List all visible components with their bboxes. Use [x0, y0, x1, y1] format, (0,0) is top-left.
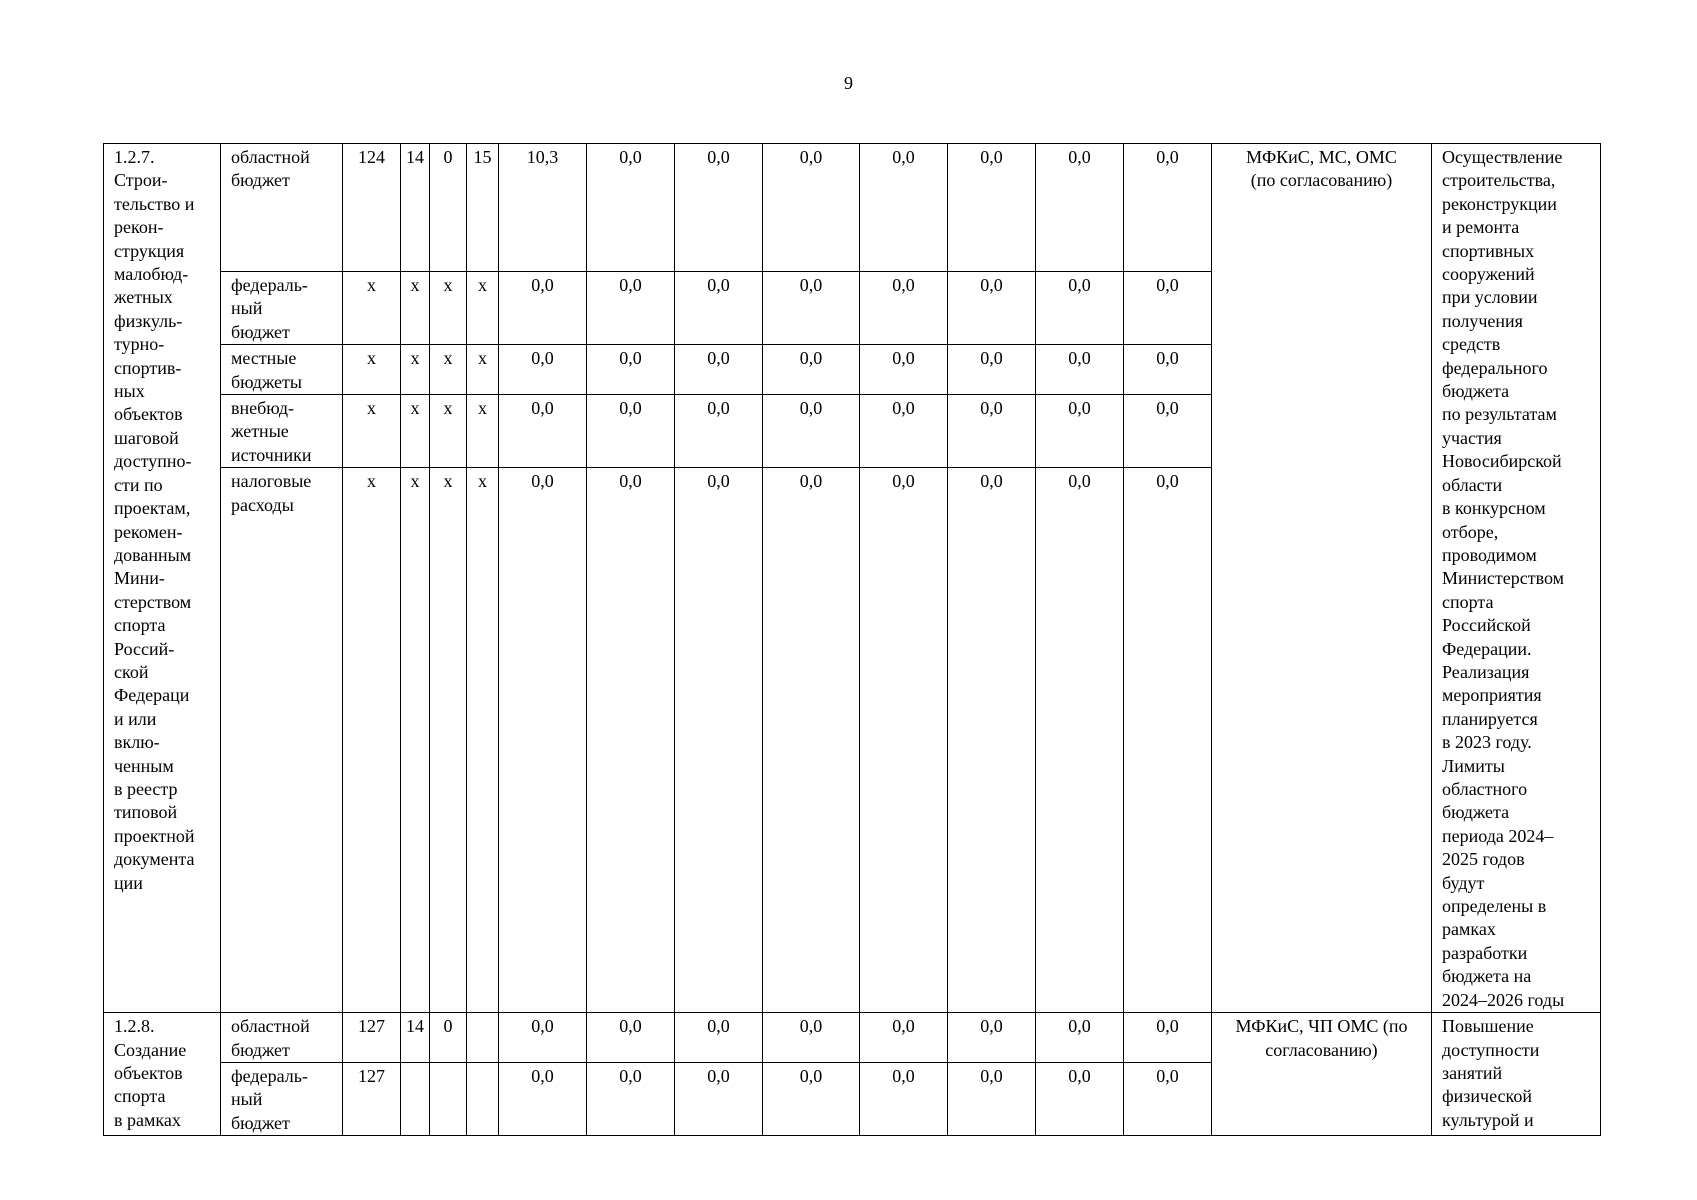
- code-cell: 124: [343, 144, 401, 272]
- code-cell: х: [430, 345, 467, 395]
- code-cell: 127: [343, 1063, 401, 1136]
- code-cell: 0: [430, 144, 467, 272]
- value-cell: 0,0: [587, 395, 675, 468]
- value-cell: 0,0: [675, 1013, 763, 1063]
- value-cell: 0,0: [675, 272, 763, 345]
- value-cell: 0,0: [1124, 1013, 1212, 1063]
- value-cell: 0,0: [1036, 395, 1124, 468]
- value-cell: 0,0: [1124, 272, 1212, 345]
- code-cell: [467, 1063, 499, 1136]
- value-cell: 0,0: [1036, 1013, 1124, 1063]
- activity-name-cell: 1.2.7. Строи- тельство и рекон- струкция малобюд- жетных физкуль- турно- спортив- ных объектов шаговой доступно- сти по проектам, рекомен- дованным Мини- стерством спорта Россий- ской Федераци и или вклю- ченным в реестр типовой проектной документа ции: [104, 144, 221, 1013]
- value-cell: 0,0: [499, 395, 587, 468]
- value-cell: 0,0: [948, 345, 1036, 395]
- value-cell: 0,0: [1036, 272, 1124, 345]
- code-cell: 14: [401, 1013, 430, 1063]
- value-cell: 0,0: [675, 1063, 763, 1136]
- code-cell: х: [343, 468, 401, 1013]
- code-cell: 0: [430, 1013, 467, 1063]
- executor-cell: МФКиС, ЧП ОМС (по согласованию): [1212, 1013, 1432, 1136]
- value-cell: 0,0: [587, 272, 675, 345]
- code-cell: х: [430, 468, 467, 1013]
- value-cell: 0,0: [499, 1013, 587, 1063]
- value-cell: 0,0: [763, 345, 860, 395]
- value-cell: 0,0: [763, 1013, 860, 1063]
- value-cell: 0,0: [499, 468, 587, 1013]
- value-cell: 0,0: [763, 1063, 860, 1136]
- executor-cell: МФКиС, МС, ОМС (по согласованию): [1212, 144, 1432, 1013]
- value-cell: 0,0: [1124, 395, 1212, 468]
- value-cell: 0,0: [763, 395, 860, 468]
- funding-source-label: налоговые расходы: [221, 468, 343, 1013]
- funding-source-label: областной бюджет: [221, 1013, 343, 1063]
- value-cell: 0,0: [1036, 345, 1124, 395]
- code-cell: 127: [343, 1013, 401, 1063]
- value-cell: 0,0: [948, 395, 1036, 468]
- value-cell: 0,0: [860, 144, 948, 272]
- code-cell: х: [343, 395, 401, 468]
- value-cell: 0,0: [1036, 144, 1124, 272]
- expected-result-cell: Осуществление строительства, реконструкции и ремонта спортивных сооружений при условии получения средств федерального бюджета по результатам участия Новосибирской области в конкурсном отборе, проводимом Министерством спорта Российской Федерации. Реализация мероприятия планируется в 2023 году. Лимиты областного бюджета периода 2024– 2025 годов будут определены в рамках разработки бюджета на 2024–2026 годы: [1432, 144, 1601, 1013]
- code-cell: х: [401, 345, 430, 395]
- code-cell: [430, 1063, 467, 1136]
- code-cell: х: [430, 395, 467, 468]
- value-cell: 0,0: [860, 1063, 948, 1136]
- value-cell: 0,0: [587, 144, 675, 272]
- funding-source-label: областной бюджет: [221, 144, 343, 272]
- code-cell: 15: [467, 144, 499, 272]
- value-cell: 0,0: [587, 1013, 675, 1063]
- value-cell: 0,0: [587, 345, 675, 395]
- value-cell: 0,0: [948, 144, 1036, 272]
- code-cell: х: [343, 345, 401, 395]
- value-cell: 0,0: [499, 1063, 587, 1136]
- value-cell: 0,0: [860, 468, 948, 1013]
- table-row: [104, 144, 1601, 272]
- value-cell: 0,0: [860, 345, 948, 395]
- value-cell: 0,0: [763, 468, 860, 1013]
- value-cell: 0,0: [860, 1013, 948, 1063]
- code-cell: [467, 1013, 499, 1063]
- value-cell: 0,0: [763, 272, 860, 345]
- budget-table: [103, 143, 1601, 1136]
- value-cell: 0,0: [948, 1013, 1036, 1063]
- value-cell: 0,0: [675, 395, 763, 468]
- page-number: 9: [844, 73, 853, 93]
- code-cell: 14: [401, 144, 430, 272]
- expected-result-cell: Повышение доступности занятий физической культурой и: [1432, 1013, 1601, 1136]
- value-cell: 0,0: [763, 144, 860, 272]
- code-cell: х: [343, 272, 401, 345]
- code-cell: х: [467, 395, 499, 468]
- table-row: [104, 1013, 1601, 1063]
- value-cell: 0,0: [948, 1063, 1036, 1136]
- value-cell: 0,0: [860, 395, 948, 468]
- value-cell: 0,0: [1124, 1063, 1212, 1136]
- value-cell: 0,0: [675, 345, 763, 395]
- code-cell: х: [401, 272, 430, 345]
- code-cell: х: [467, 468, 499, 1013]
- code-cell: х: [467, 345, 499, 395]
- value-cell: 10,3: [499, 144, 587, 272]
- code-cell: х: [401, 395, 430, 468]
- value-cell: 0,0: [587, 468, 675, 1013]
- code-cell: х: [467, 272, 499, 345]
- code-cell: х: [401, 468, 430, 1013]
- value-cell: 0,0: [499, 272, 587, 345]
- value-cell: 0,0: [587, 1063, 675, 1136]
- code-cell: [401, 1063, 430, 1136]
- code-cell: х: [430, 272, 467, 345]
- value-cell: 0,0: [1036, 468, 1124, 1013]
- value-cell: 0,0: [1036, 1063, 1124, 1136]
- value-cell: 0,0: [860, 272, 948, 345]
- funding-source-label: федераль- ный бюджет: [221, 272, 343, 345]
- value-cell: 0,0: [1124, 345, 1212, 395]
- value-cell: 0,0: [675, 144, 763, 272]
- value-cell: 0,0: [948, 468, 1036, 1013]
- value-cell: 0,0: [499, 345, 587, 395]
- value-cell: 0,0: [948, 272, 1036, 345]
- value-cell: 0,0: [1124, 144, 1212, 272]
- activity-name-cell: 1.2.8. Создание объектов спорта в рамках: [104, 1013, 221, 1136]
- funding-source-label: внебюд- жетные источники: [221, 395, 343, 468]
- funding-source-label: федераль- ный бюджет: [221, 1063, 343, 1136]
- funding-source-label: местные бюджеты: [221, 345, 343, 395]
- value-cell: 0,0: [1124, 468, 1212, 1013]
- value-cell: 0,0: [675, 468, 763, 1013]
